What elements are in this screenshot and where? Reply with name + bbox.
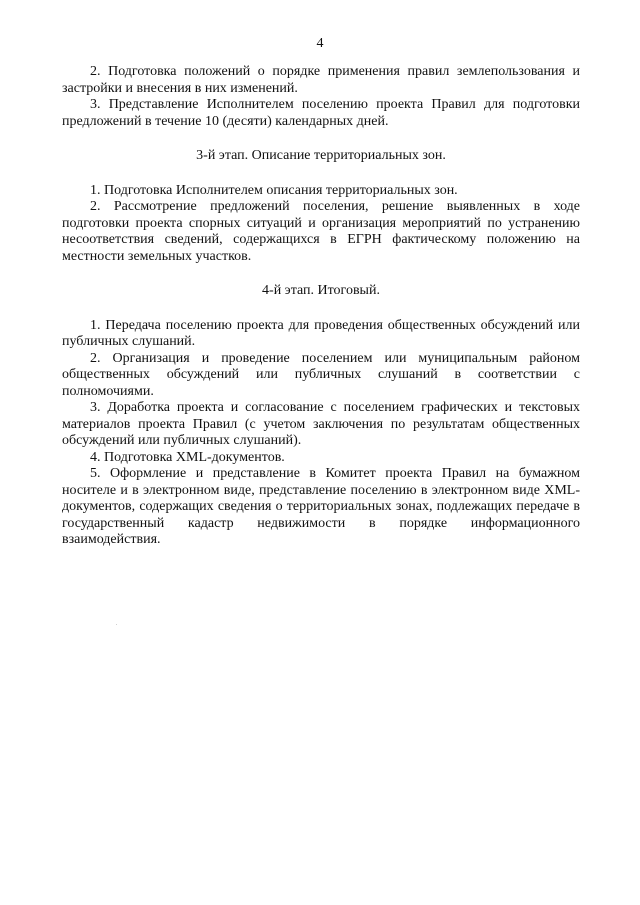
- document-body: [62, 64, 580, 549]
- stage4-item-3: 3. Доработка проекта и согласование с поселением графических и текстовых материалов проекта Правил (с учетом заключения по результатам общественных обсуждений или публичных слушаний).: [62, 400, 580, 448]
- scan-speck: [116, 624, 117, 625]
- stage2-item-2: 2. Подготовка положений о порядке применения правил землепользования и застройки и внесения в них изменений.: [62, 64, 580, 96]
- page-number: 4: [316, 36, 324, 51]
- stage4-heading: 4-й этап. Итоговый.: [262, 283, 380, 298]
- stage3-item-1: 1. Подготовка Исполнителем описания территориальных зон.: [90, 182, 458, 198]
- stage4-item-4: 4. Подготовка XML-документов.: [90, 449, 285, 465]
- stage3-heading: 3-й этап. Описание территориальных зон.: [196, 148, 446, 163]
- stage4-item-5: 5. Оформление и представление в Комитет проекта Правил на бумажном носителе и в электронном виде, представление поселению в электронном виде XML-документов, содержащих сведения о территориальных зонах, подлежащих передаче в государственный кадастр недвижимости в порядке информационного взаимодействия.: [62, 466, 580, 547]
- stage3-item-2: 2. Рассмотрение предложений поселения, решение выявленных в ходе подготовки проекта спорных ситуаций и организация мероприятий по устранению несоответствия сведений, содержащихся в ЕГРН фактическому положению на местности земельных участков.: [62, 199, 580, 264]
- stage4-item-1: 1. Передача поселению проекта для проведения общественных обсуждений или публичных слушаний.: [62, 317, 580, 349]
- stage2-item-3: 3. Представление Исполнителем поселению проекта Правил для подготовки предложений в течение 10 (десяти) календарных дней.: [62, 97, 580, 129]
- stage4-item-2: 2. Организация и проведение поселением или муниципальным районом общественных обсуждений или публичных слушаний в соответствии с полномочиями.: [62, 350, 580, 399]
